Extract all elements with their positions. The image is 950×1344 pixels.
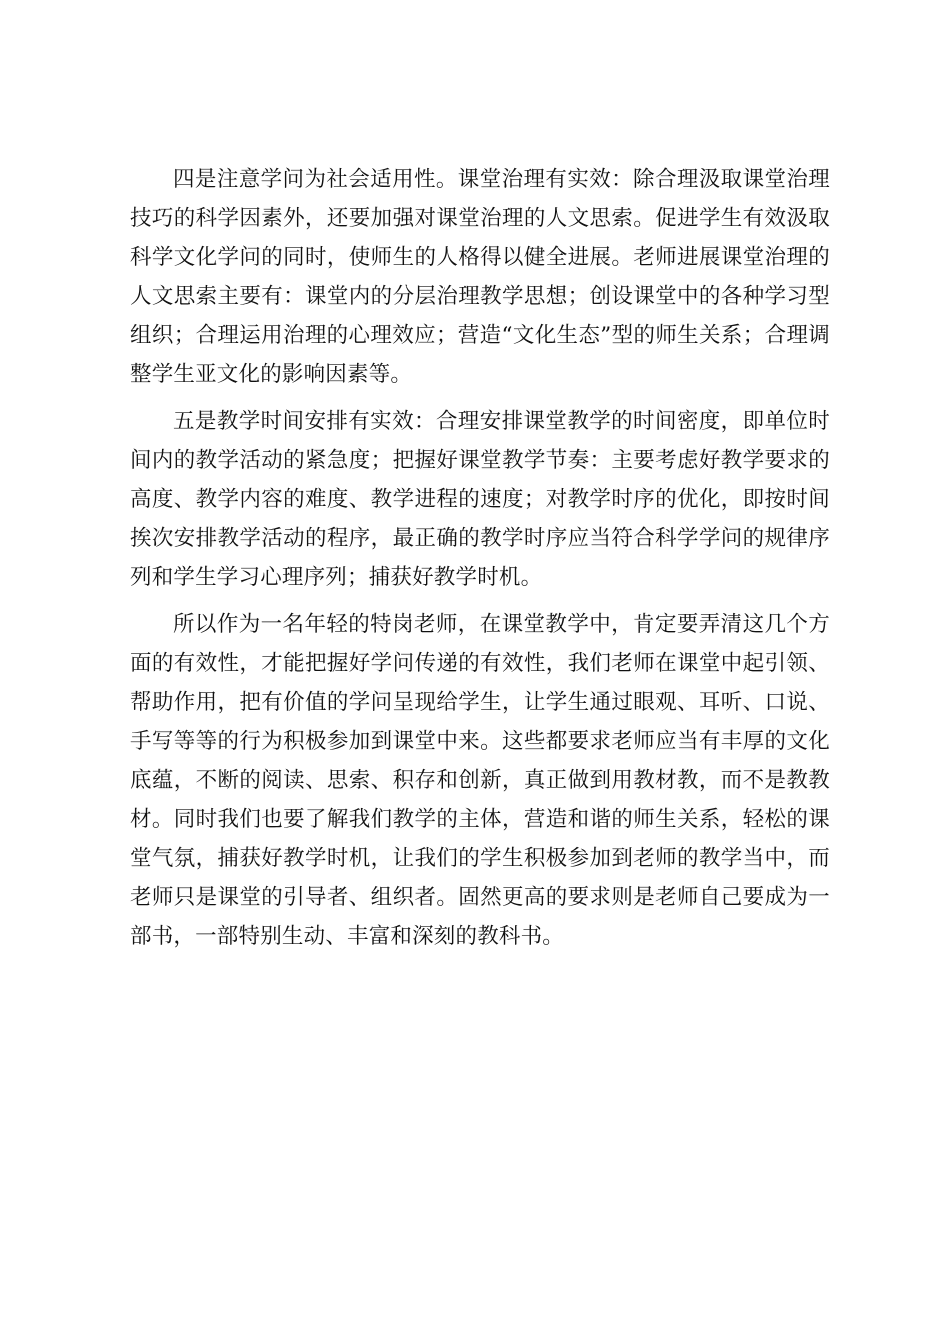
paragraph-1: 四是注意学问为社会适用性。课堂治理有实效：除合理汲取课堂治理技巧的科学因素外，还要加强对课堂治理的人文思索。促进学生有效汲取科学文化学问的同时，使师生的人格得以健全进展。老师进展课堂治理的人文思索主要有：课堂内的分层治理教学思想；创设课堂中的各种学习型组织；合理运用治理的心理效应；营造“文化生态”型的师生关系；合理调整学生亚文化的影响因素等。 <box>130 167 830 387</box>
paragraph-3: 所以作为一名年轻的特岗老师，在课堂教学中，肯定要弄清这几个方面的有效性，才能把握好学问传递的有效性，我们老师在课堂中起引领、帮助作用，把有价值的学问呈现给学生，让学生通过眼观、耳听、口说、手写等等的行为积极参加到课堂中来。这些都要求老师应当有丰厚的文化底蕴，不断的阅读、思索、积存和创新，真正做到用教材教，而不是教教材。同时我们也要了解我们教学的主体，营造和谐的师生关系，轻松的课堂气氛，捕获好教学时机，让我们的学生积极参加到老师的教学当中，而老师只是课堂的引导者、组织者。固然更高的要求则是老师自己要成为一部书，一部特别生动、丰富和深刻的教科书。 <box>130 612 830 949</box>
document-body <box>130 160 830 964</box>
paragraph-2: 五是教学时间安排有实效：合理安排课堂教学的时间密度，即单位时间内的教学活动的紧急度；把握好课堂教学节奏：主要考虑好教学要求的高度、教学内容的难度、教学进程的速度；对教学时序的优化，即按时间挨次安排教学活动的程序，最正确的教学时序应当符合科学学问的规律序列和学生学习心理序列；捕获好教学时机。 <box>130 409 830 590</box>
